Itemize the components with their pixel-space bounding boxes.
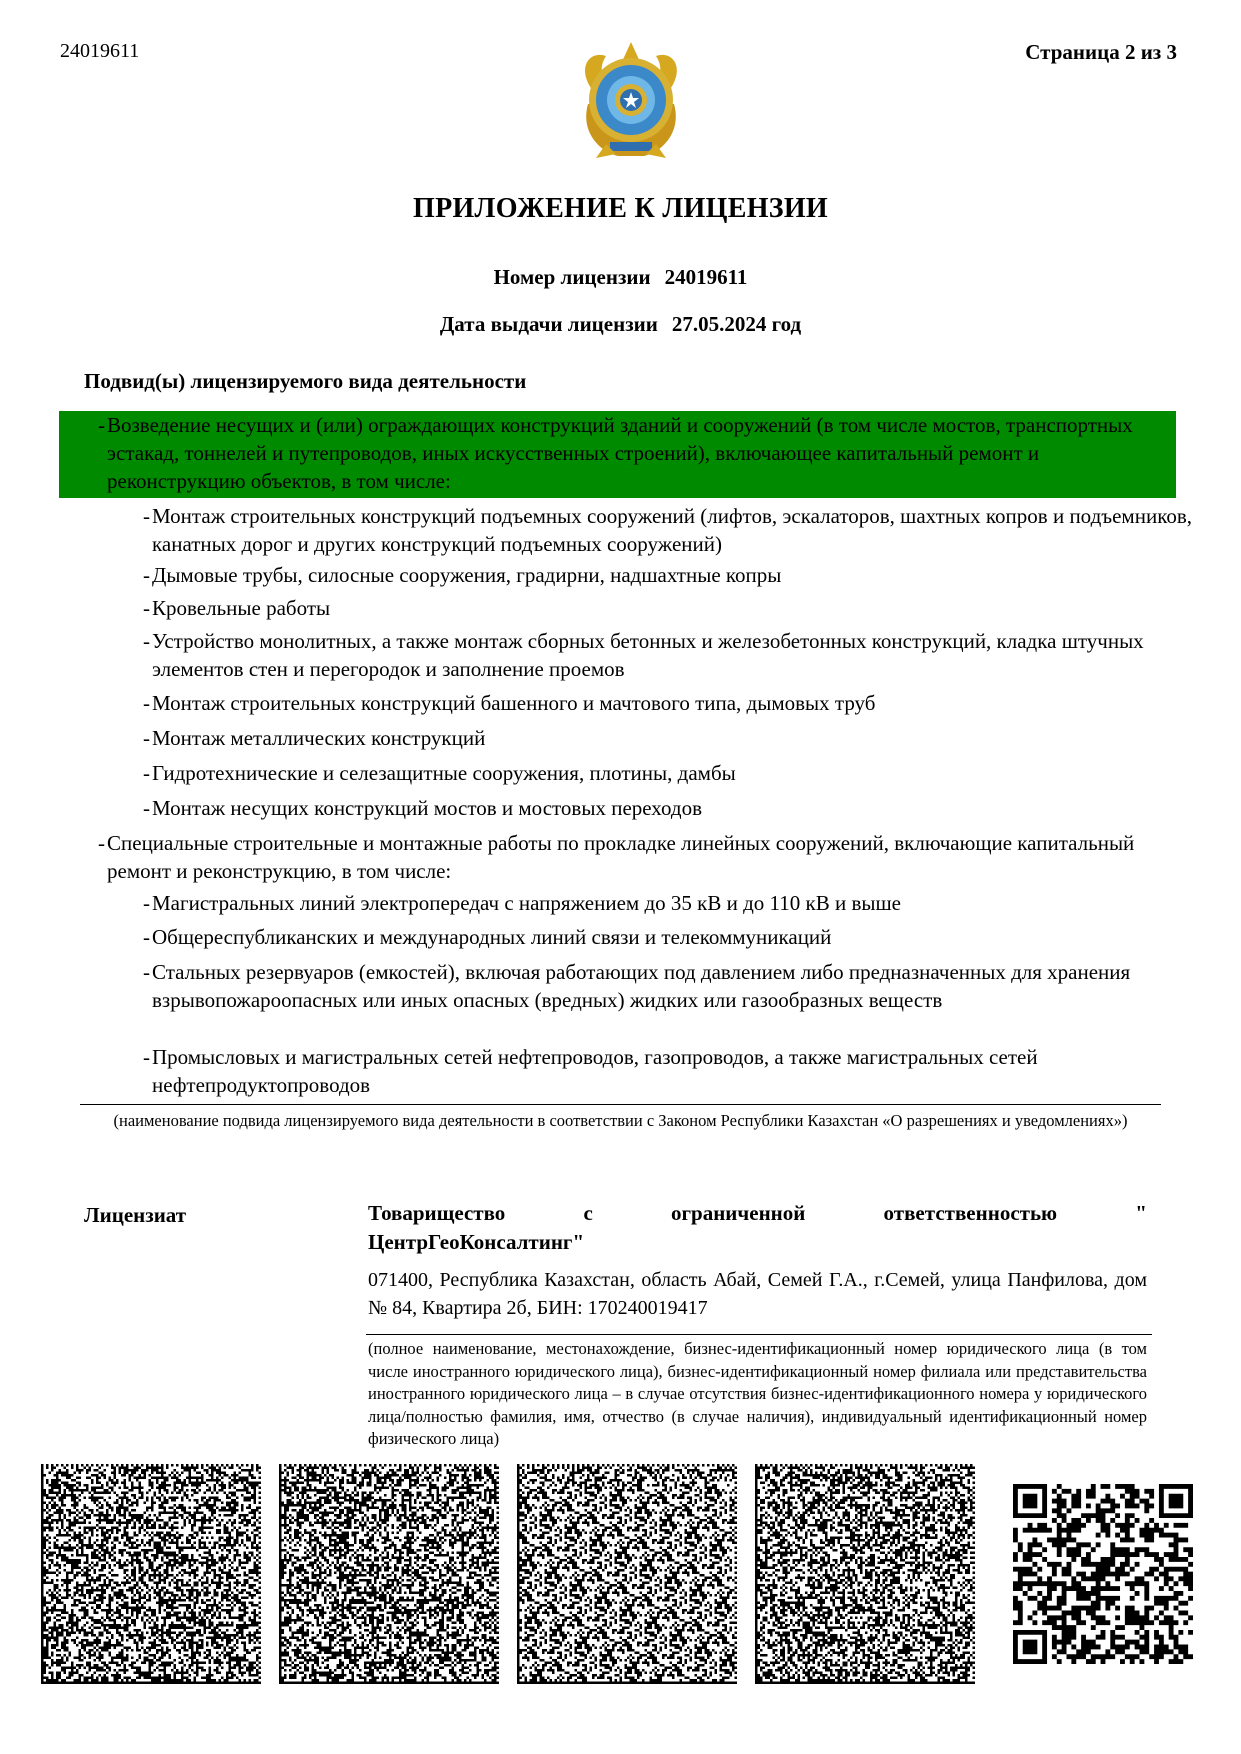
sub-activity-text: Монтаж строительных конструкций подъемных сооружений (лифтов, эскалаторов, шахтных копров и подъемников, канатных дорог и других конструкций подъемных сооружений) [152, 504, 1193, 556]
sub-activity-item: - Стальных резервуаров (емкостей), включая работающих под давлением либо предназначенных для хранения взрывопожароопасных или иных опасных (вредных) жидких или газообразных веществ [143, 960, 1131, 1012]
licensee-name [368, 1199, 1147, 1257]
issue-date-label: Дата выдачи лицензии [439, 312, 658, 336]
section-heading: Подвид(ы) лицензируемого вида деятельности [84, 369, 527, 393]
license-number-value: 24019611 [664, 265, 748, 289]
kazakhstan-state-emblem-icon [566, 34, 696, 164]
licensee-note: (полное наименование, местонахождение, бизнес-идентификационный номер юридического лица (в том числе иностранного юридического лица), бизнес-идентификационный номер филиала или представительства иностранного юридического лица – в случае отсутствия бизнес-идентификационного номера у юридического лица/полностью фамилия, имя, отчество (в случае наличия), индивидуальный идентификационный номер физического лица) [368, 1339, 1147, 1449]
licensee-name-word: ответственностью [883, 1201, 1058, 1225]
sub-activity-item: - Общереспубликанских и международных линий связи и телекоммуникаций [143, 925, 832, 949]
document-title: ПРИЛОЖЕНИЕ К ЛИЦЕНЗИИ [412, 193, 829, 224]
licensee-name-word: ограниченной [670, 1201, 806, 1225]
sub-activity-text: Монтаж строительных конструкций башенного и мачтового типа, дымовых труб [152, 691, 876, 715]
sub-activity-text: Устройство монолитных, а также монтаж сборных бетонных и железобетонных конструкций, кладка штучных элементов стен и перегородок и заполнение проемов [152, 629, 1144, 681]
sub-activity-item: - Монтаж строительных конструкций башенного и мачтового типа, дымовых труб [143, 691, 876, 715]
sub-activity-item: - Монтаж несущих конструкций мостов и мостовых переходов [143, 796, 702, 820]
licensee-name-line2: ЦентрГеоКонсалтинг" [368, 1230, 585, 1254]
license-number-label: Номер лицензии [493, 265, 651, 289]
activity-text: Специальные строительные и монтажные работы по прокладке линейных сооружений, включающие капитальный ремонт и реконструкцию, в том числе: [107, 831, 1135, 883]
act-reference-note: (наименование подвида лицензируемого вида деятельности в соответствии с Законом Республики Казахстан «О разрешениях и уведомлениях») [113, 1111, 1128, 1130]
licensee-name-word: Товарищество [368, 1201, 506, 1225]
licensee-address: 071400, Республика Казахстан, область Абай, Семей Г.А., г.Семей, улица Панфилова, дом № 84, Квартира 2б, БИН: 170240019417 [368, 1269, 1147, 1319]
sub-activity-item: - Магистральных линий электропередач с напряжением до 35 кВ и до 110 кВ и выше [143, 891, 901, 915]
sub-activity-item: - Монтаж металлических конструкций [143, 726, 486, 750]
page-indicator: Страница 2 из 3 [1025, 40, 1177, 64]
license-number-line [0, 265, 1241, 290]
sub-activity-text: Монтаж несущих конструкций мостов и мостовых переходов [152, 796, 702, 820]
document-number: 24019611 [60, 40, 140, 62]
sub-activity-text: Гидротехнические и селезащитные сооружения, плотины, дамбы [152, 761, 736, 785]
sub-activity-text: Кровельные работы [152, 596, 331, 620]
sub-activity-text: Общереспубликанских и международных линий связи и телекоммуникаций [152, 925, 832, 949]
sub-activity-item: - Монтаж строительных конструкций подъемных сооружений (лифтов, эскалаторов, шахтных копров и подъемников, канатных дорог и других конструкций подъемных сооружений) [143, 504, 1193, 556]
activity-text: Возведение несущих и (или) ограждающих конструкций зданий и сооружений (в том числе мостов, транспортных эстакад, тоннелей и путепроводов, иных искусственных строений), включающее капитальный ремонт и реконструкцию объектов, в том числе: [107, 413, 1133, 493]
sub-activity-item: - Гидротехнические и селезащитные сооружения, плотины, дамбы [143, 761, 736, 785]
datamatrix-code-icon [279, 1464, 499, 1684]
issue-date-value: 27.05.2024 год [671, 312, 802, 336]
sub-activity-text: Промысловых и магистральных сетей нефтепроводов, газопроводов, а также магистральных сетей нефтепродуктопроводов [152, 1045, 1038, 1097]
sub-activity-item: - Промысловых и магистральных сетей нефтепроводов, газопроводов, а также магистральных сетей нефтепродуктопроводов [143, 1045, 1038, 1097]
activity-item: - Специальные строительные и монтажные работы по прокладке линейных сооружений, включающие капитальный ремонт и реконструкцию, в том числе: [98, 831, 1135, 883]
issue-date-line [0, 312, 1241, 337]
datamatrix-code-icon [755, 1464, 975, 1684]
licensee-name-word: с [583, 1201, 593, 1225]
sub-activity-text: Монтаж металлических конструкций [152, 726, 486, 750]
activity-item: - Возведение несущих и (или) ограждающих конструкций зданий и сооружений (в том числе мостов, транспортных эстакад, тоннелей и путепроводов, иных искусственных строений), включающее капитальный ремонт и реконструкцию объектов, в том числе: [98, 413, 1133, 493]
datamatrix-code-icon [517, 1464, 737, 1684]
sub-activity-text: Дымовые трубы, силосные сооружения, градирни, надшахтные копры [152, 563, 782, 587]
sub-activity-item: - Устройство монолитных, а также монтаж сборных бетонных и железобетонных конструкций, кладка штучных элементов стен и перегородок и заполнение проемов [143, 629, 1144, 681]
divider [80, 1104, 1161, 1105]
qr-code-icon [1013, 1484, 1193, 1664]
licensee-label: Лицензиат [84, 1203, 187, 1227]
sub-activity-item: - Дымовые трубы, силосные сооружения, градирни, надшахтные копры [143, 563, 782, 587]
sub-activity-text: Магистральных линий электропередач с напряжением до 35 кВ и до 110 кВ и выше [152, 891, 901, 915]
sub-activity-text: Стальных резервуаров (емкостей), включая работающих под давлением либо предназначенных для хранения взрывопожароопасных или иных опасных (вредных) жидких или газообразных веществ [152, 960, 1131, 1012]
divider [366, 1334, 1152, 1335]
datamatrix-code-icon [41, 1464, 261, 1684]
sub-activity-item: - Кровельные работы [143, 596, 331, 620]
licensee-name-word: " [1135, 1201, 1147, 1225]
